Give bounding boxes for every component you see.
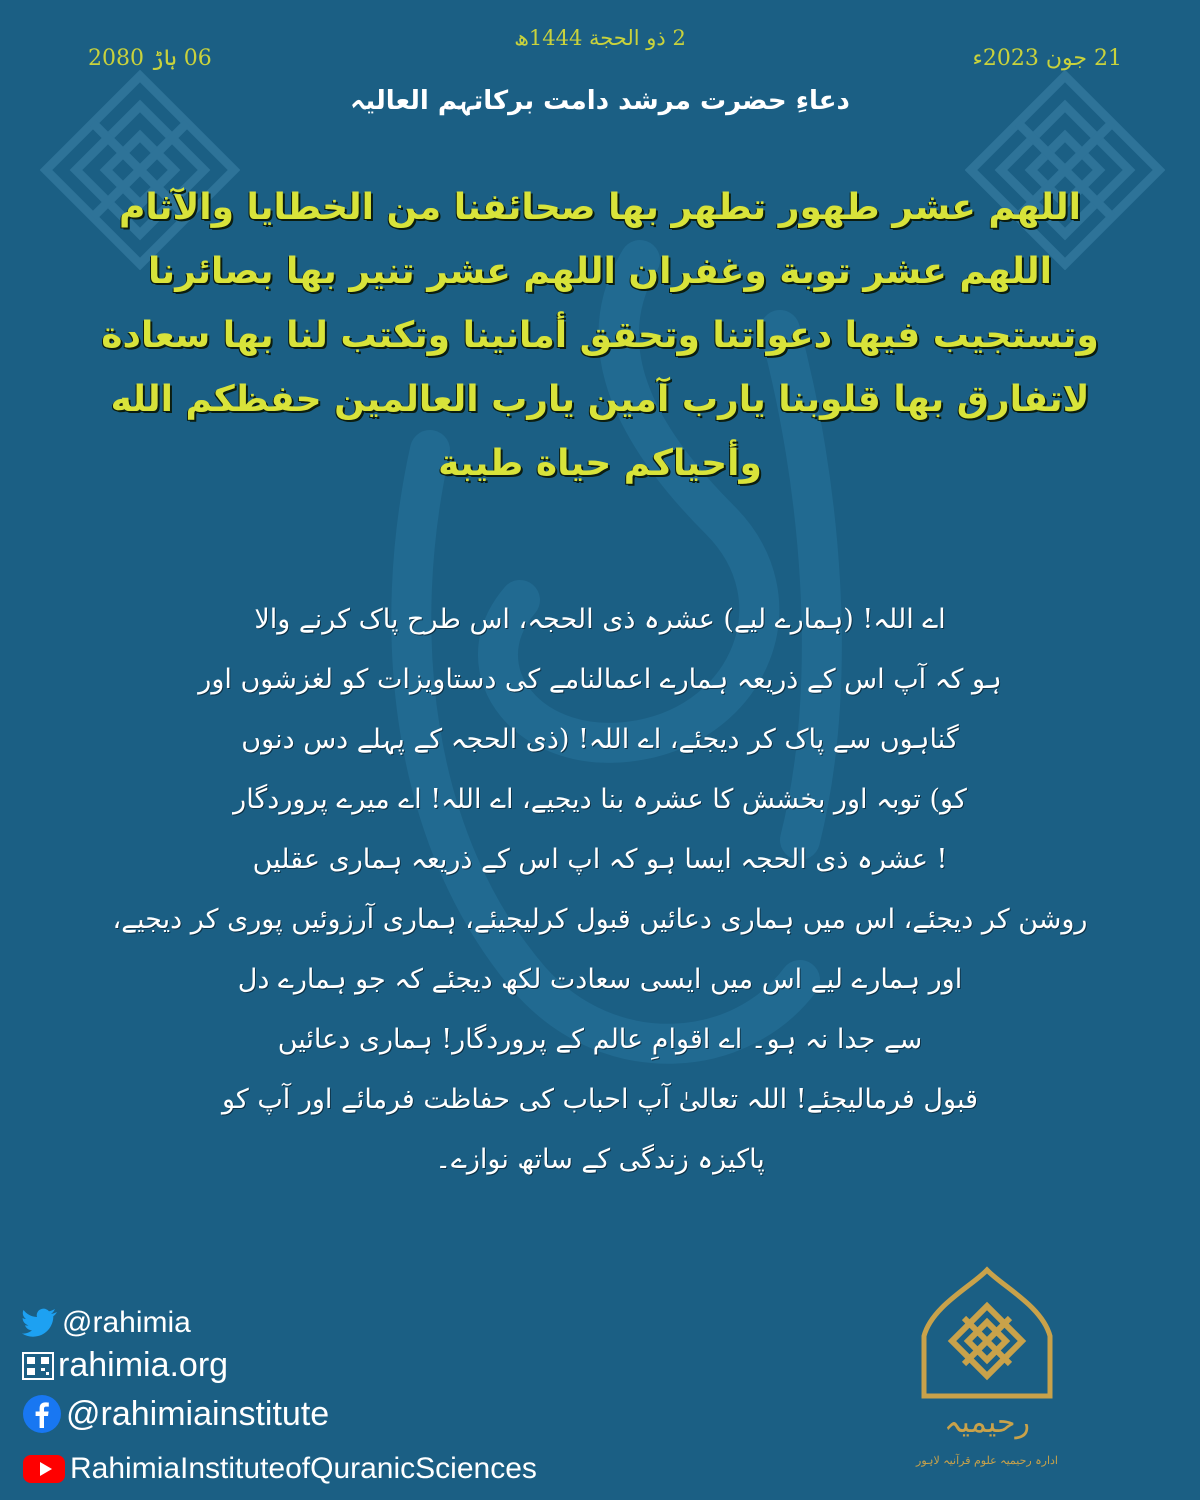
youtube-icon	[22, 1454, 66, 1484]
twitter-icon	[22, 1308, 58, 1338]
urdu-translation-line: اور ہمارے لیے اس میں ایسی سعادت لکھ دیجئے کہ جو ہمارے دل	[237, 964, 963, 995]
qr-code-icon	[22, 1352, 54, 1380]
youtube-channel: RahimiaInstituteofQuranicSciences	[70, 1452, 537, 1485]
urdu-translation-line: قبول فرمالیجئے! اللہ تعالیٰ آپ احباب کی حفاظت فرمائے اور آپ کو	[221, 1084, 979, 1115]
logo-subtext: ادارہ رحیمیہ علوم قرآنیہ لاہور	[916, 1454, 1058, 1467]
website-link[interactable]	[22, 1346, 228, 1385]
logo-text: رحیمیہ	[943, 1405, 1031, 1440]
urdu-translation-line: روشن کر دیجئے، اس میں ہماری دعائیں قبول کرلیجیئے، ہماری آرزوئیں پوری کر دیجیے،	[112, 904, 1088, 935]
arabic-dua-line: وتستجيب فيها دعواتنا وتحقق أمانينا وتكتب لنا بها سعادة	[101, 315, 1099, 356]
youtube-link[interactable]	[22, 1452, 537, 1486]
urdu-translation-line: پاکیزہ زندگی کے ساتھ نوازے۔	[435, 1144, 765, 1175]
urdu-translation-line: اے اللہ! (ہمارے لیے) عشرہ ذی الحجہ، اس طرح پاک کرنے والا	[254, 604, 946, 635]
hijri-date: 2 ذو الحجة 1444ھ	[514, 26, 686, 50]
facebook-icon	[22, 1394, 62, 1434]
arabic-dua-line: اللهم عشر توبة وغفران اللهم عشر تنير بها بصائرنا	[148, 251, 1052, 292]
arabic-dua-line: لاتفارق بها قلوبنا يارب آمين يارب العالمين حفظكم الله	[110, 379, 1090, 420]
urdu-translation-line: ہو کہ آپ اس کے ذریعہ ہمارے اعمالنامے کی دستاویزات کو لغزشوں اور	[198, 664, 1002, 695]
arabic-dua	[60, 176, 1140, 496]
urdu-translation-line: سے جدا نہ ہو۔ اے اقوامِ عالم کے پروردگار! ہماری دعائیں	[277, 1024, 923, 1055]
website-url: rahimia.org	[58, 1346, 229, 1384]
bikrami-date: 06 ہاڑ 2080	[88, 46, 212, 71]
urdu-translation-line: ! عشرہ ذی الحجہ ایسا ہو کہ اپ اس کے ذریعہ ہماری عقلیں	[252, 844, 948, 875]
rahimia-logo	[912, 1266, 1062, 1476]
gregorian-date: 21 جون 2023ء	[972, 46, 1122, 71]
twitter-handle: @rahimia	[62, 1306, 191, 1339]
urdu-translation-line: کو) توبہ اور بخشش کا عشرہ بنا دیجیے، اے اللہ! اے میرے پروردگار	[233, 784, 967, 815]
twitter-link[interactable]	[22, 1306, 191, 1340]
page-title: دعاءِ حضرت مرشد دامت برکاتہم العالیہ	[350, 86, 850, 116]
arabic-dua-line: وأحياكم حياة طيبة	[438, 443, 762, 484]
facebook-link[interactable]	[22, 1394, 329, 1434]
arabic-dua-line: اللهم عشر طهور تطهر بها صحائفنا من الخطايا والآثام	[119, 187, 1081, 228]
urdu-translation	[60, 590, 1140, 1190]
urdu-translation-line: گناہوں سے پاک کر دیجئے، اے اللہ! (ذی الحجہ کے پہلے دس دنوں	[241, 724, 959, 755]
facebook-handle: @rahimiainstitute	[66, 1394, 330, 1433]
